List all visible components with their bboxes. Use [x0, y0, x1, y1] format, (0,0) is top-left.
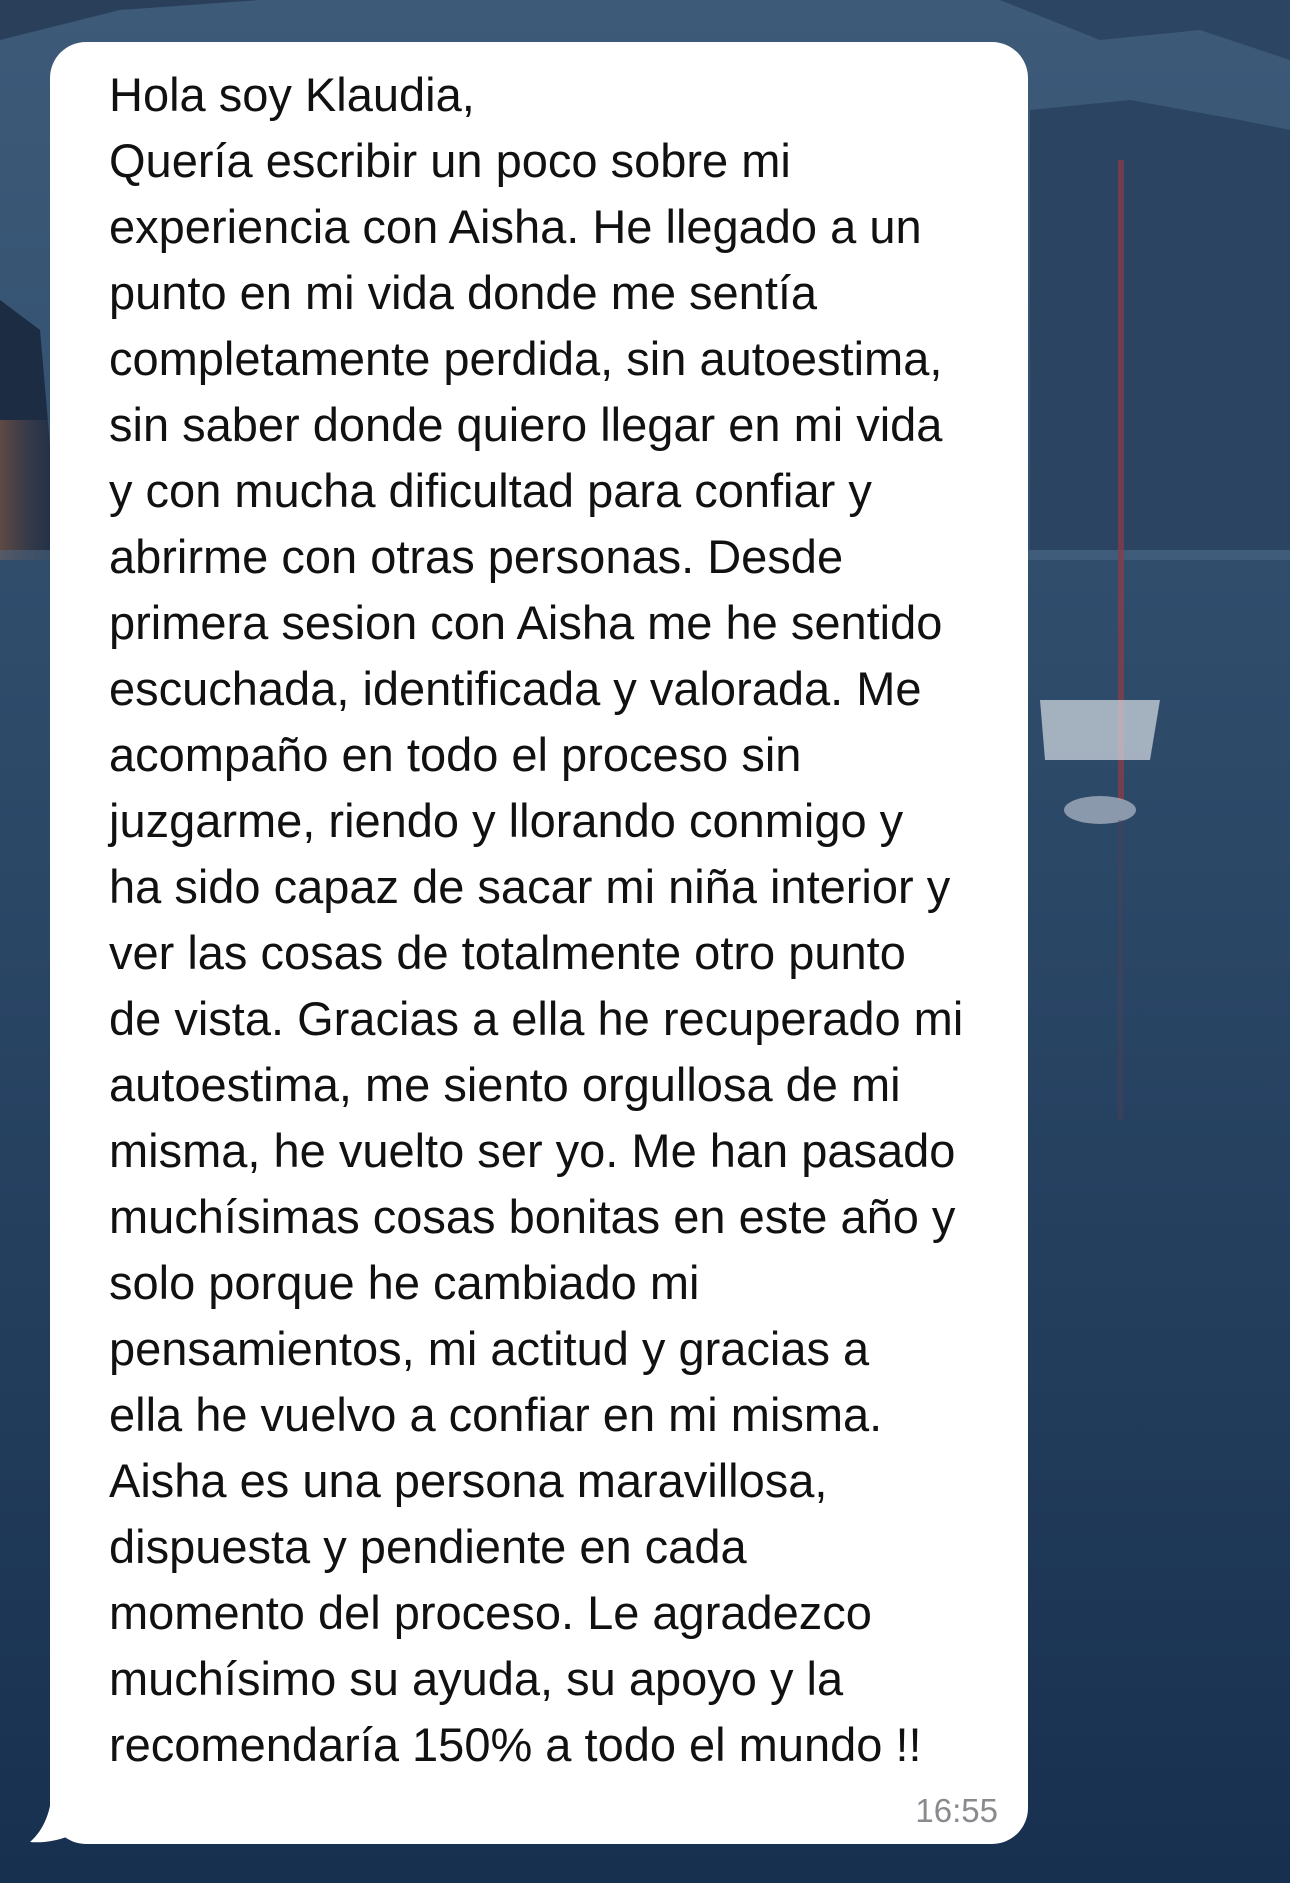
message-bubble-container: [30, 42, 1028, 1844]
message-timestamp: 16:55: [915, 1792, 998, 1829]
message-bubble[interactable]: [50, 42, 1028, 1844]
message-text: Hola soy Klaudia, Quería escribir un poco sobre mi experiencia con Aisha. He llegado a un punto en mi vida donde me sentía completamente perdida, sin autoestima, sin saber donde quiero llegar en mi vida y con mucha dificultad para confiar y abrirme con otras personas. Desde primera sesion con Aisha me he sentido escuchada, identificada y valorada. Me acompaño en todo el proceso sin juzgarme, riendo y llorando conmigo y ha sido capaz de sacar mi niña interior y ver las cosas de totalmente otro punto de vista. Gracias a ella he recuperado mi autoestima, me siento orgullosa de mi misma, he vuelto ser yo. Me han pasado muchísimas cosas bonitas en este año y solo porque he cambiado mi pensamientos, mi actitud y gracias a ella he vuelvo a confiar en mi misma. Aisha es una persona maravillosa, dispuesta y pendiente en cada momento del proceso. Le agradezco muchísimo su ayuda, su apoyo y la recomendaría 150% a todo el mundo !!: [109, 68, 964, 1771]
